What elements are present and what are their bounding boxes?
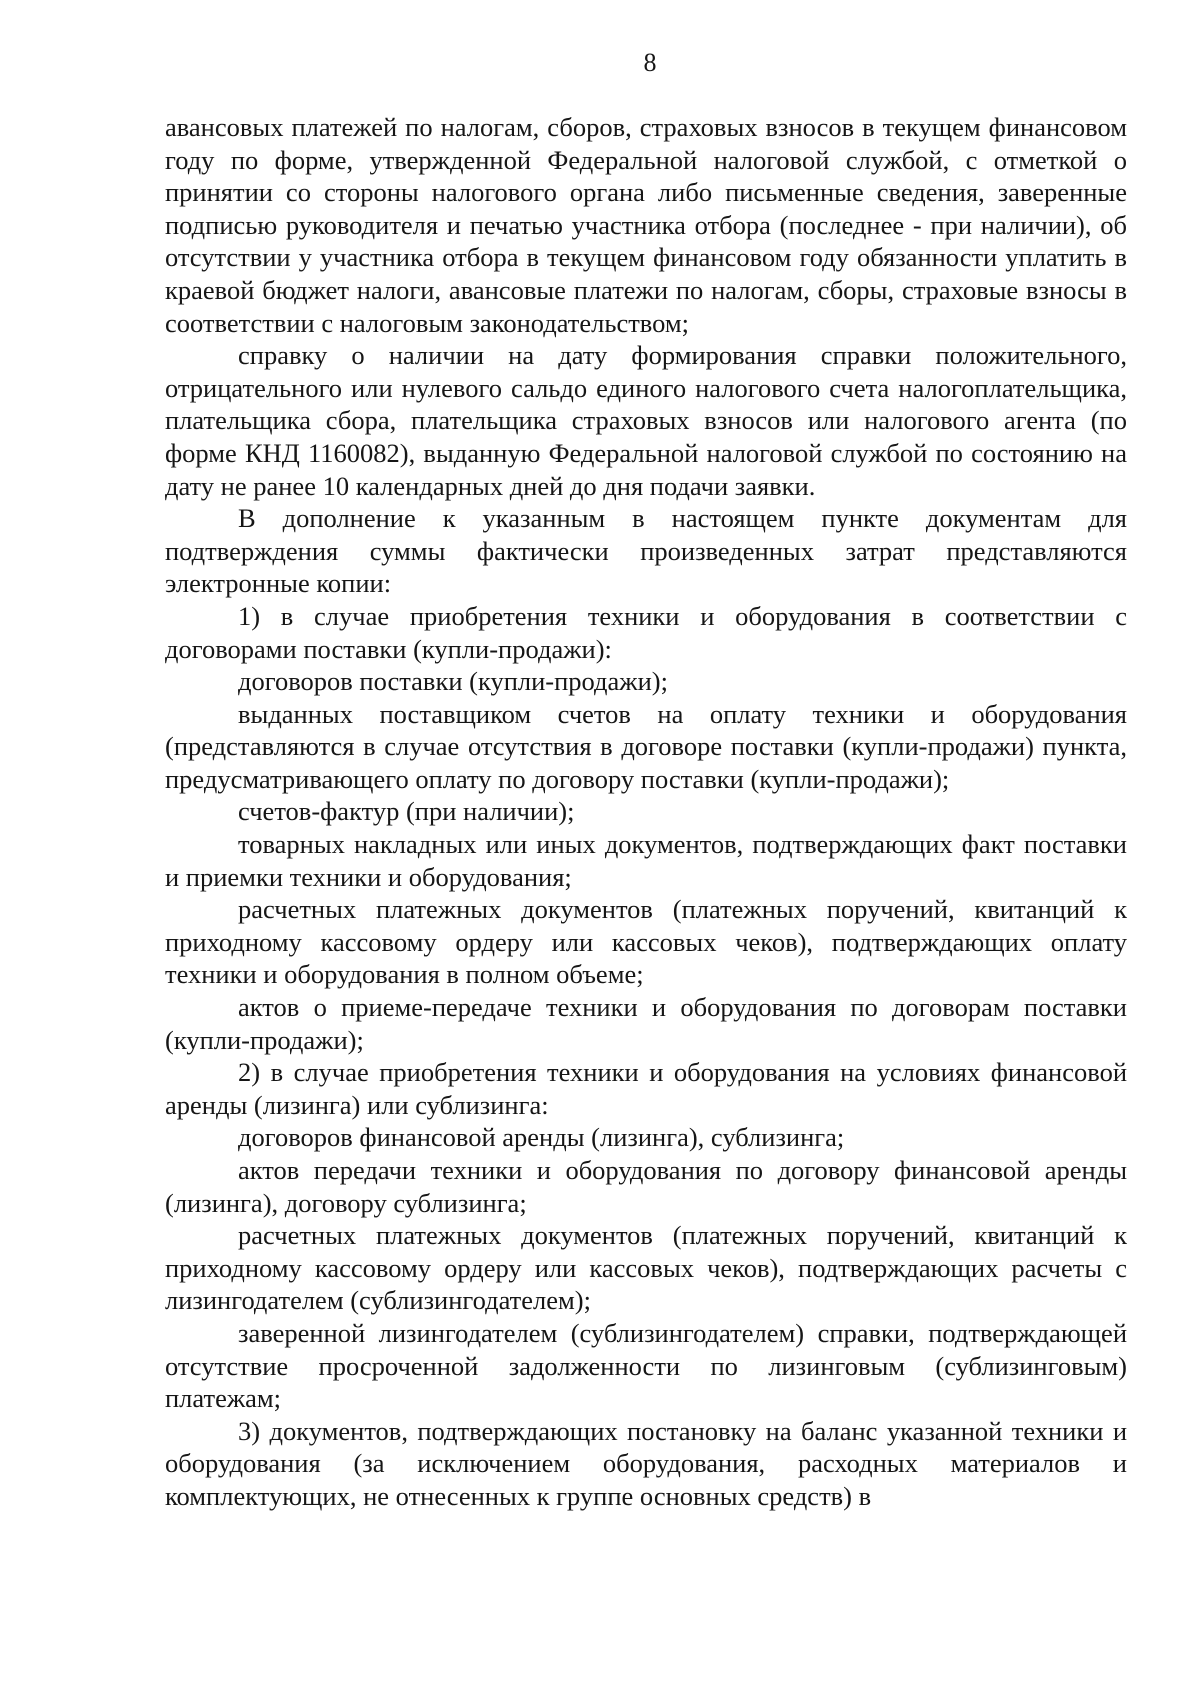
paragraph-supplier-invoices: выданных поставщиком счетов на оплату техники и оборудования (представляются в случае отсутствия в договоре поставки (купли-продажи) пункта, предусматривающего оплату по договору поставки (купли-продажи); [165,698,1127,794]
paragraph-leasing-transfer-acts: актов передачи техники и оборудования по договору финансовой аренды (лизинга), договору сублизинга; [165,1155,1127,1218]
paragraph-acceptance-acts: актов о приеме-передаче техники и оборудования по договорам поставки (купли-продажи); [165,992,1127,1055]
paragraph-lessor-certificate: заверенной лизингодателем (сублизингодателем) справки, подтверждающей отсутствие просроченной задолженности по лизинговым (сублизинговым) платежам; [165,1317,1127,1414]
paragraph-waybills: товарных накладных или иных документов, подтверждающих факт поставки и приемки техники и оборудования; [165,829,1127,892]
paragraph-payment-documents: расчетных платежных документов (платежных поручений, квитанций к приходному кассовому ордеру или кассовых чеков), подтверждающих оплату техники и оборудования в полном объеме; [165,894,1127,990]
paragraph-leasing-payment-documents: расчетных платежных документов (платежных поручений, квитанций к приходному кассовому ордеру или кассовых чеков), подтверждающих расчеты с лизингодателем (сублизингодателем); [165,1220,1127,1316]
paragraph-tax-balance-certificate: справку о наличии на дату формирования справки положительного, отрицательного или нулевого сальдо единого налогового счета налогоплательщика, плательщика сбора, плательщика страховых взносов или налогового агента (по форме КНД 1160082), выданную Федеральной налоговой службой по состоянию на дату не ранее 10 календарных дней до дня подачи заявки. [165,340,1127,501]
paragraph-item-3: 3) документов, подтверждающих постановку на баланс указанной техники и оборудования (за исключением оборудования, расходных материалов и комплектующих, не отнесенных к группе основных средств) в [165,1415,1127,1511]
paragraph-electronic-copies-intro: В дополнение к указанным в настоящем пункте документам для подтверждения суммы фактически произведенных затрат представляются электронные копии: [165,503,1127,599]
paragraph-continuation: авансовых платежей по налогам, сборов, страховых взносов в текущем финансовом году по форме, утвержденной Федеральной налоговой службой, с отметкой о принятии со стороны налогового органа либо письменные сведения, заверенные подписью руководителя и печатью участника отбора (последнее - при наличии), об отсутствии у участника отбора в текущем финансовом году обязанности уплатить в краевой бюджет налоги, авансовые платежи по налогам, сборы, страховые взносы в соответствии с налоговым законодательством; [165,112,1127,338]
paragraph-leasing-contracts: договоров финансовой аренды (лизинга), сублизинга; [238,1122,845,1153]
paragraph-item-1: 1) в случае приобретения техники и оборудования в соответствии с договорами поставки (купли-продажи): [165,600,1127,664]
paragraph-supply-contracts: договоров поставки (купли-продажи); [238,666,668,697]
paragraph-vat-invoices: счетов-фактур (при наличии); [238,796,575,827]
document-body [165,111,1127,1513]
paragraph-item-2: 2) в случае приобретения техники и оборудования на условиях финансовой аренды (лизинга) или сублизинга: [165,1057,1127,1120]
page-number: 8 [643,48,657,77]
